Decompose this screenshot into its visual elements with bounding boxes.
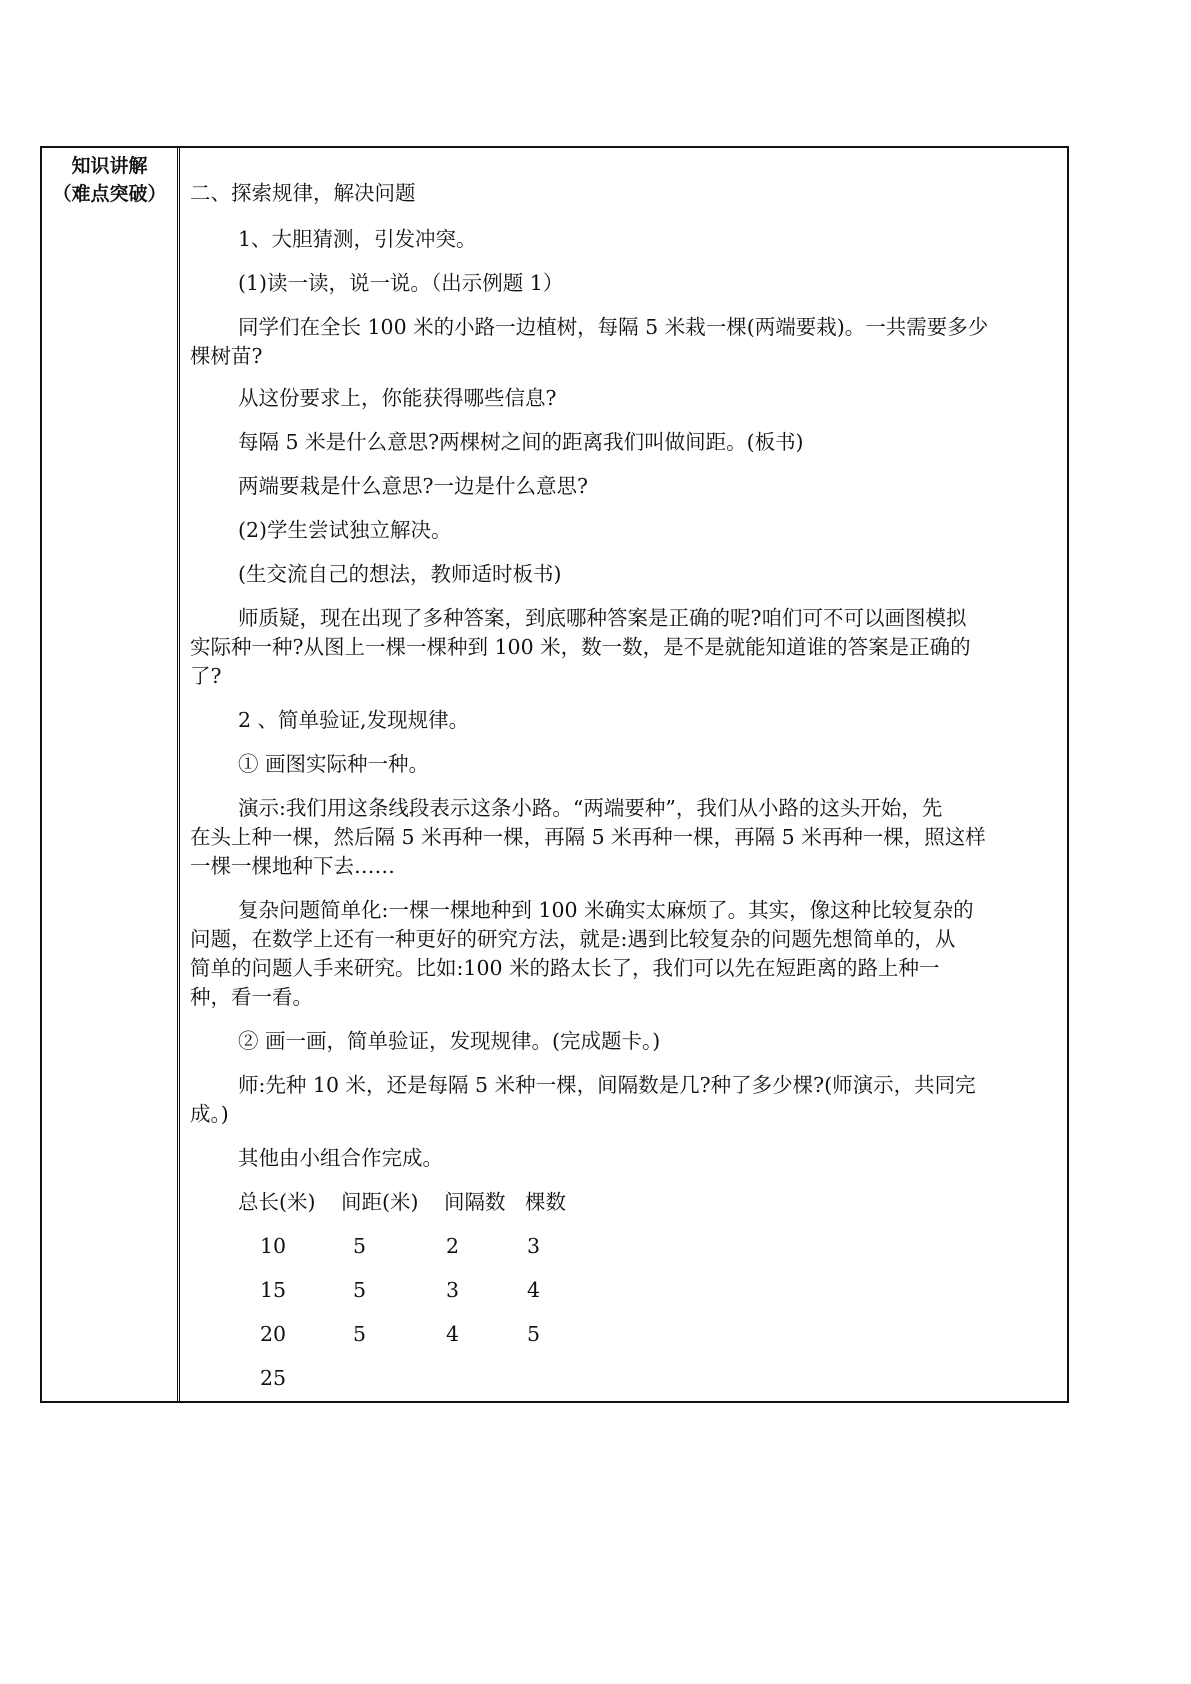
section-heading: 二、探索规律，解决问题	[190, 181, 416, 205]
table-header-spacing: 间距(米)	[341, 1190, 419, 1214]
table-cell: 15	[260, 1278, 287, 1302]
doubt-line-2: 实际种一种?从图上一棵一棵种到 100 米，数一数，是不是就能知道谁的答案是正确的	[190, 635, 971, 659]
teacher-line-2: 成。)	[190, 1102, 229, 1126]
table-cell: 3	[446, 1278, 460, 1302]
step2-title: 2 、简单验证,发现规律。	[238, 708, 470, 732]
section-label-cell	[42, 148, 180, 1401]
question-2: 每隔 5 米是什么意思?两棵树之间的距离我们叫做间距。(板书)	[238, 430, 804, 454]
table-cell: 4	[527, 1278, 541, 1302]
content-cell	[190, 148, 1060, 1401]
lesson-table	[40, 146, 1069, 1403]
table-cell: 2	[446, 1234, 460, 1258]
step2-sub2: ② 画一画，简单验证，发现规律。(完成题卡。)	[238, 1029, 661, 1053]
problem-line-2: 棵树苗?	[190, 344, 263, 368]
table-cell: 5	[353, 1278, 367, 1302]
table-header-tree-count: 棵数	[525, 1190, 566, 1214]
simplify-line-2: 问题，在数学上还有一种更好的研究方法，就是:遇到比较复杂的问题先想简单的，从	[190, 927, 956, 951]
simplify-line-4: 种，看一看。	[190, 985, 313, 1009]
step1-title: 1、大胆猜测，引发冲突。	[238, 227, 477, 251]
step2-sub1: ① 画图实际种一种。	[238, 752, 430, 776]
table-cell: 5	[353, 1234, 367, 1258]
demo-line-2: 在头上种一棵，然后隔 5 米再种一棵，再隔 5 米再种一棵，再隔 5 米再种一棵，照这样	[190, 825, 986, 849]
doubt-line-1: 师质疑，现在出现了多种答案，到底哪种答案是正确的呢?咱们可不可以画图模拟	[238, 606, 967, 630]
table-cell: 5	[353, 1322, 367, 1346]
question-1: 从这份要求上，你能获得哪些信息?	[238, 386, 557, 410]
table-header-total-length: 总长(米)	[238, 1190, 316, 1214]
simplify-line-3: 简单的问题人手来研究。比如:100 米的路太长了，我们可以先在短距离的路上种一	[190, 956, 940, 980]
section-label	[42, 152, 177, 208]
table-cell: 25	[260, 1366, 287, 1390]
table-cell: 20	[260, 1322, 287, 1346]
simplify-line-1: 复杂问题简单化:一棵一棵地种到 100 米确实太麻烦了。其实，像这种比较复杂的	[238, 898, 974, 922]
step1-sub2-note: (生交流自己的想法，教师适时板书)	[238, 562, 562, 586]
section-label-line2: （难点突破）	[52, 183, 167, 205]
table-cell: 3	[527, 1234, 541, 1258]
doubt-line-3: 了?	[190, 664, 222, 688]
demo-line-1: 演示:我们用这条线段表示这条小路。“两端要种”，我们从小路的这头开始，先	[238, 796, 943, 820]
step1-sub1: (1)读一读，说一说。（出示例题 1）	[238, 271, 564, 295]
table-cell: 4	[446, 1322, 460, 1346]
question-3: 两端要栽是什么意思?一边是什么意思?	[238, 474, 588, 498]
teacher-line-1: 师:先种 10 米，还是每隔 5 米种一棵，间隔数是几?种了多少棵?(师演示，共同完	[238, 1073, 976, 1097]
section-label-line1: 知识讲解	[71, 155, 148, 177]
table-cell: 10	[260, 1234, 287, 1258]
table-header-intervals: 间隔数	[444, 1190, 506, 1214]
demo-line-3: 一棵一棵地种下去……	[190, 854, 395, 878]
table-cell: 5	[527, 1322, 541, 1346]
problem-line-1: 同学们在全长 100 米的小路一边植树，每隔 5 米栽一棵(两端要栽)。一共需要多少	[238, 315, 989, 339]
step1-sub2: (2)学生尝试独立解决。	[238, 518, 452, 542]
group-note: 其他由小组合作完成。	[238, 1146, 443, 1170]
